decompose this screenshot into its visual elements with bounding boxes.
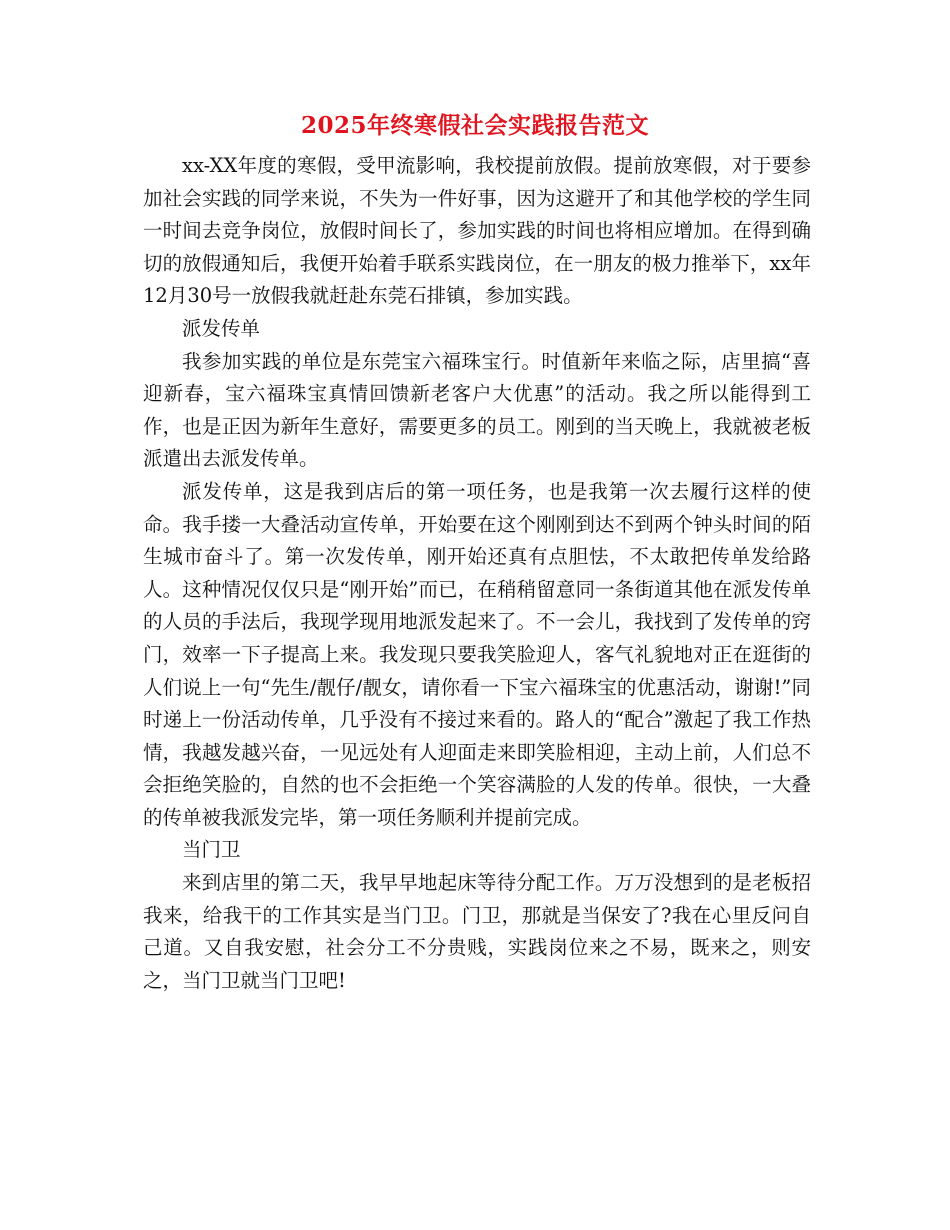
- paragraph-workplace: 我参加实践的单位是东莞宝六福珠宝行。时值新年来临之际，店里搞“喜迎新春，宝六福珠宝真情回馈新老客户大优惠”的活动。我之所以能得到工作，也是正因为新年生意好，需要更多的员工。刚到的当天晚上，我就被老板派遣出去派发传单。: [143, 349, 811, 471]
- paragraph-intro: xx-XX年度的寒假，受甲流影响，我校提前放假。提前放寒假，对于要参加社会实践的同学来说，不失为一件好事，因为这避开了和其他学校的学生同一时间去竞争岗位，放假时间长了，参加实践的时间也将相应增加。在得到确切的放假通知后，我便开始着手联系实践岗位，在一朋友的极力推举下，xx年12月30号一放假我就赶赴东莞石排镇，参加实践。: [143, 154, 811, 308]
- section-heading-doorman: 当门卫: [182, 838, 241, 862]
- paragraph-doorman: 来到店里的第二天，我早早地起床等待分配工作。万万没想到的是老板招我来，给我干的工作其实是当门卫。门卫，那就是当保安了?我在心里反问自己道。又自我安慰，社会分工不分贵贱，实践岗位来之不易，既来之，则安之，当门卫就当门卫吧!: [143, 871, 811, 992]
- section-heading-flyers: 派发传单: [182, 316, 261, 340]
- document-title: 2025年终寒假社会实践报告范文: [300, 112, 649, 139]
- paragraph-flyer-task: 派发传单，这是我到店后的第一项任务，也是我第一次去履行这样的使命。我手搂一大叠活动宣传单，开始要在这个刚刚到达不到两个钟头时间的陌生城市奋斗了。第一次发传单，刚开始还真有点胆怯，不太敢把传单发给路人。这种情况仅仅只是“刚开始”而已，在稍稍留意同一条街道其他在派发传单的人员的手法后，我现学现用地派发起来了。不一会儿，我找到了发传单的窍门，效率一下子提高上来。我发现只要我笑脸迎人，客气礼貌地对正在逛街的人们说上一句“先生/靓仔/靓女，请你看一下宝六福珠宝的优惠活动，谢谢!”同时递上一份活动传单，几乎没有不接过来看的。路人的“配合”激起了我工作热情，我越发越兴奋，一见远处有人迎面走来即笑脸相迎，主动上前，人们总不会拒绝笑脸的，自然的也不会拒绝一个笑容满脸的人发的传单。很快，一大叠的传单被我派发完毕，第一项任务顺利并提前完成。: [143, 479, 811, 829]
- document-body: [143, 150, 811, 997]
